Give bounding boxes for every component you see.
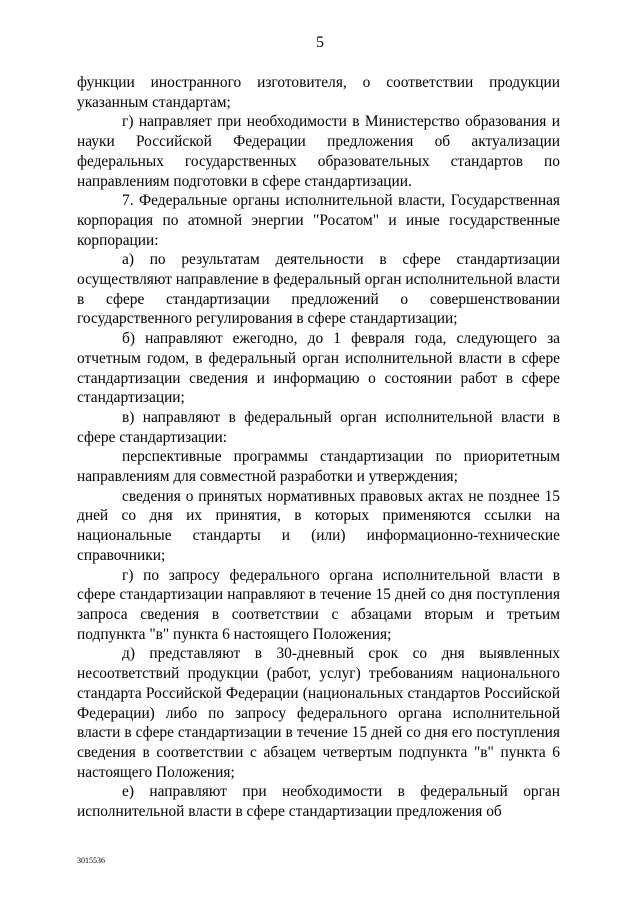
paragraph-legal-acts: сведения о принятых нормативных правовых актах не позднее 15 дней со дня их принятия, в которых применяются ссылки на национальные стандарты и (или) информационно-технические справочники; — [77, 487, 560, 564]
document-code: 3015536 — [77, 856, 105, 865]
paragraph-item-g: г) по запросу федерального органа исполнительной власти в сфере стандартизации направляют в течение 15 дней со дня поступления запроса сведения в соответствии с абзацами вторым и третьим подпункта "в" пункта 6 настоящего Положения; — [77, 566, 560, 643]
paragraph-item-g-ministry: г) направляет при необходимости в Министерство образования и науки Российской Федерации предложения об актуализации федеральных государственных образовательных стандартов по направлениям подготовки в сфере стандартизации. — [77, 113, 560, 190]
paragraph-item-v: в) направляют в федеральный орган исполнительной власти в сфере стандартизации: — [77, 408, 560, 446]
paragraph-item-b: б) направляют ежегодно, до 1 февраля года, следующего за отчетным годом, в федеральный орган исполнительной власти в сфере стандартизации сведения и информацию о состоянии работ в сфере стандартизации; — [77, 330, 560, 407]
paragraph-programs: перспективные программы стандартизации по приоритетным направлениям для совместной разработки и утверждения; — [77, 448, 560, 486]
paragraph-item-a: а) по результатам деятельности в сфере стандартизации осуществляют направление в федеральный орган исполнительной власти в сфере стандартизации предложений о совершенствовании государственного регулирования в сфере стандартизации; — [77, 251, 560, 328]
paragraph-item-e: е) направляют при необходимости в федеральный орган исполнительной власти в сфере стандартизации предложения об — [77, 783, 560, 821]
page-number: 5 — [316, 34, 324, 51]
paragraph-point-7: 7. Федеральные органы исполнительной власти, Государственная корпорация по атомной энергии "Росатом" и иные государственные корпорации: — [77, 192, 560, 249]
document-body — [77, 73, 560, 822]
paragraph-continuation: функции иностранного изготовителя, о соответствии продукции указанным стандартам; — [77, 74, 560, 111]
paragraph-item-d: д) представляют в 30-дневный срок со дня выявленных несоответствий продукции (работ, услуг) требованиям национального стандарта Российской Федерации (национальных стандартов Российской Федерации) либо по запросу федерального органа исполнительной власти в сфере стандартизации в течение 15 дней со дня его поступления сведения в соответствии с абзацем четвертым подпункта "в" пункта 6 настоящего Положения; — [77, 645, 560, 781]
